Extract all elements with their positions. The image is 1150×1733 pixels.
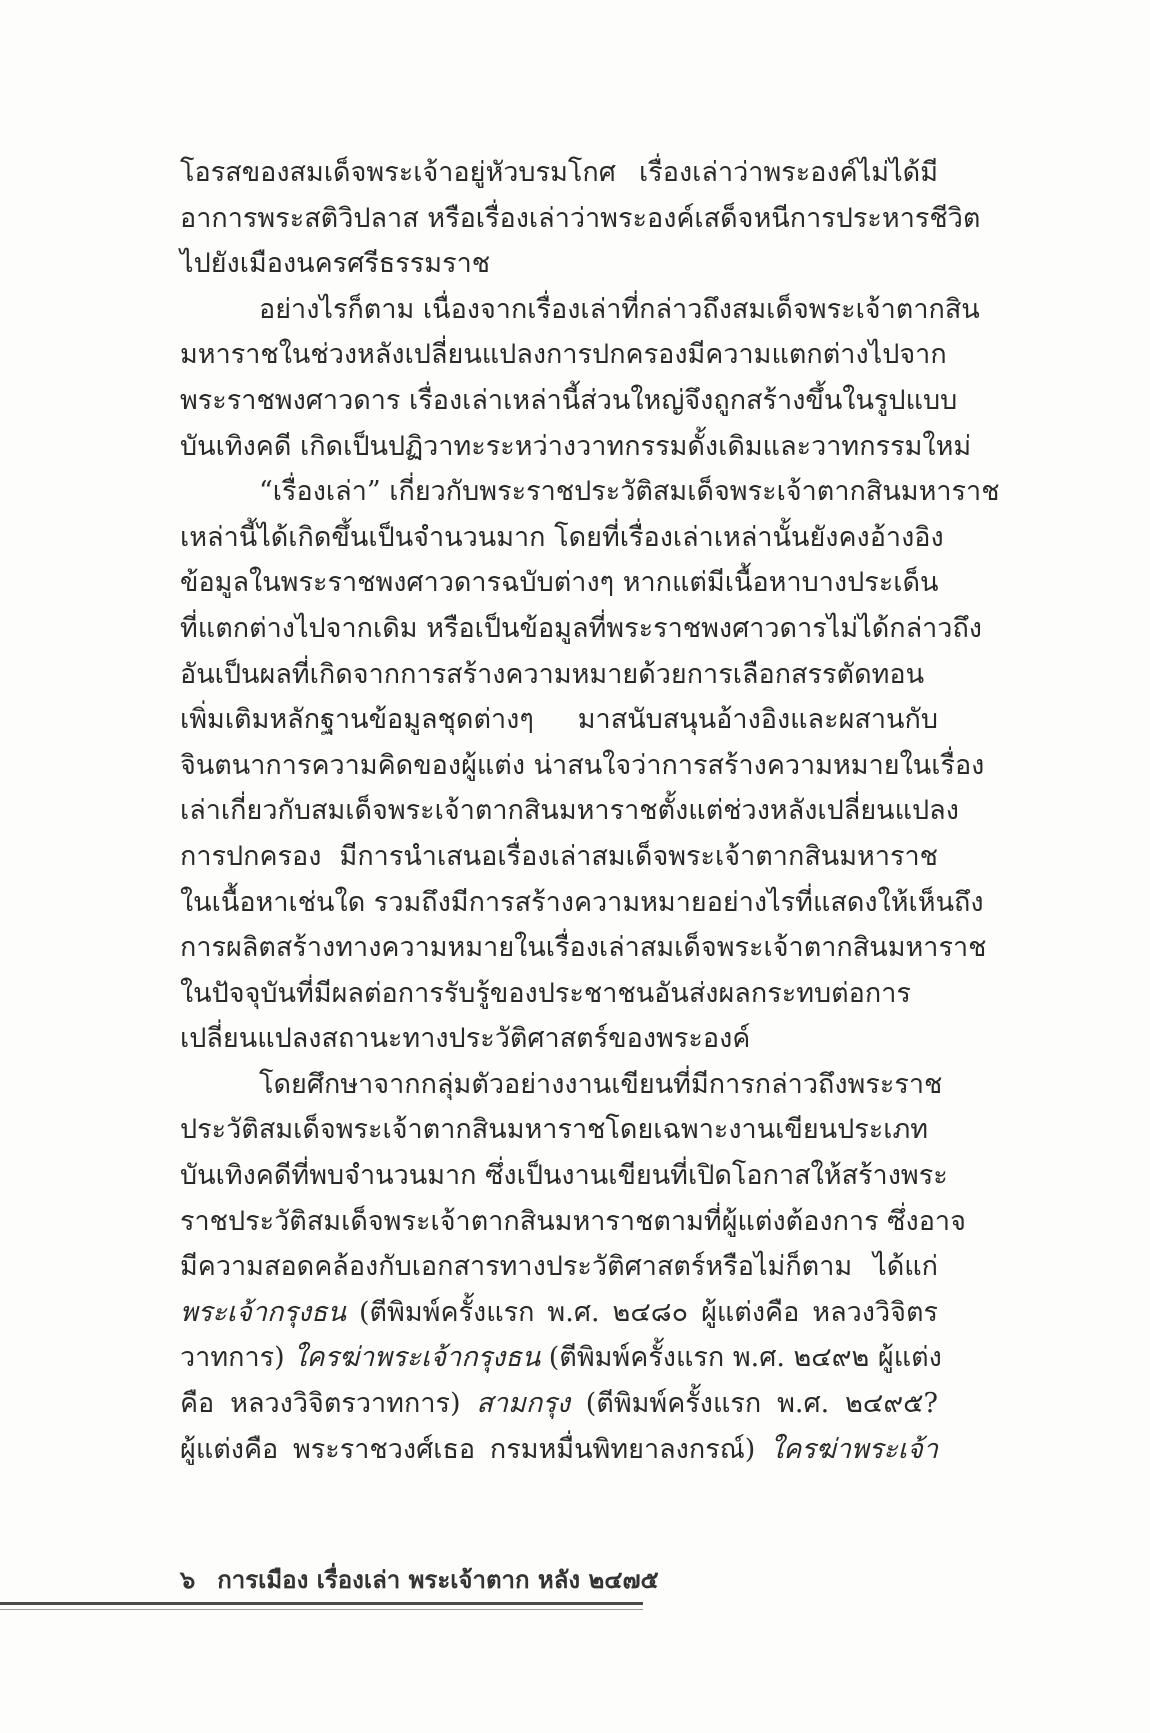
body-line xyxy=(180,1427,938,1473)
body-line xyxy=(180,1381,938,1427)
body-line: “เรื่องเล่า” เกี่ยวกับพระราชประวัติสมเด็จพระเจ้าตากสินมหาราช xyxy=(259,476,1000,508)
body-line: โอรสของสมเด็จพระเจ้าอยู่หัวบรมโกศ เรื่องเล่าว่าพระองค์ไม่ได้มี xyxy=(180,157,938,188)
body-line: เล่าเกี่ยวกับสมเด็จพระเจ้าตากสินมหาราชตั้งแต่ช่วงหลังเปลี่ยนแปลง xyxy=(180,795,959,827)
body-line xyxy=(180,1335,942,1381)
page-footer xyxy=(180,1560,659,1599)
body-line: อาการพระสติวิปลาส หรือเรื่องเล่าว่าพระองค์เสด็จหนีการประหารชีวิต xyxy=(180,202,981,234)
body-line: ที่แตกต่างไปจากเดิม หรือเป็นข้อมูลที่พระราชพงศาวดารไม่ได้กล่าวถึง xyxy=(180,612,982,644)
body-line: การผลิตสร้างทางความหมายในเรื่องเล่าสมเด็จพระเจ้าตากสินมหาราช xyxy=(180,932,987,964)
body-line xyxy=(180,1290,938,1336)
body-line: มหาราชในช่วงหลังเปลี่ยนแปลงการปกครองมีความแตกต่างไปจาก xyxy=(180,339,947,371)
page-number: ๖ xyxy=(180,1566,196,1594)
body-line: เหล่านี้ได้เกิดขึ้นเป็นจำนวนมาก โดยที่เรื่องเล่าเหล่านั้นยังคงอ้างอิง xyxy=(180,521,944,553)
body-line: อย่างไรก็ตาม เนื่องจากเรื่องเล่าที่กล่าวถึงสมเด็จพระเจ้าตากสิน xyxy=(259,293,980,325)
body-line: เพิ่มเติมหลักฐานข้อมูลชุดต่างๆ มาสนับสนุนอ้างอิงและผสานกับ xyxy=(180,704,938,736)
body-line: ในปัจจุบันที่มีผลต่อการรับรู้ของประชาชนอันส่งผลกระทบต่อการ xyxy=(180,977,911,1009)
body-line: เปลี่ยนแปลงสถานะทางประวัติศาสตร์ของพระองค์ xyxy=(180,1023,751,1055)
book-title: พระเจ้ากรุงธน xyxy=(180,1296,346,1328)
body-text: ผู้แต่งคือ พระราชวงศ์เธอ กรมหมื่นพิทยาลงกรณ์) xyxy=(180,1433,771,1465)
body-line: อันเป็นผลที่เกิดจากการสร้างความหมายด้วยการเลือกสรรตัดทอน xyxy=(180,658,925,690)
footer-rule-thin xyxy=(0,1609,643,1610)
book-title: ใครฆ่าพระเจ้ากรุงธน xyxy=(293,1342,541,1374)
body-line: โดยศึกษาจากกลุ่มตัวอย่างงานเขียนที่มีการกล่าวถึงพระราช xyxy=(259,1068,943,1100)
book-title: ใครฆ่าพระเจ้า xyxy=(770,1433,938,1465)
body-line: บันเทิงคดี เกิดเป็นปฏิวาทะระหว่างวาทกรรมดั้งเดิมและวาทกรรมใหม่ xyxy=(180,430,972,462)
body-text: (ตีพิมพ์ครั้งแรก พ.ศ. ๒๔๙๕? xyxy=(569,1388,938,1420)
body-line: ราชประวัติสมเด็จพระเจ้าตากสินมหาราชตามที่ผู้แต่งต้องการ ซึ่งอาจ xyxy=(180,1205,966,1237)
book-title: สามกรุง xyxy=(476,1388,570,1420)
body-line: ในเนื้อหาเช่นใด รวมถึงมีการสร้างความหมายอย่างไรที่แสดงให้เห็นถึง xyxy=(180,886,984,918)
body-line: มีความสอดคล้องกับเอกสารทางประวัติศาสตร์หรือไม่ก็ตาม ได้แก่ xyxy=(180,1251,938,1283)
body-text: (ตีพิมพ์ครั้งแรก พ.ศ. ๒๔๙๒ ผู้แต่ง xyxy=(540,1342,942,1374)
body-line: ข้อมูลในพระราชพงศาวดารฉบับต่างๆ หากแต่มีเนื้อหาบางประเด็น xyxy=(180,567,939,599)
body-line: ประวัติสมเด็จพระเจ้าตากสินมหาราชโดยเฉพาะงานเขียนประเภท xyxy=(180,1114,929,1146)
body-text: (ตีพิมพ์ครั้งแรก พ.ศ. ๒๔๘๐ ผู้แต่งคือ หลวงวิจิตร xyxy=(345,1296,938,1328)
body-line: จินตนาการความคิดของผู้แต่ง น่าสนใจว่าการสร้างความหมายในเรื่อง xyxy=(180,749,985,781)
body-line: ไปยังเมืองนครศรีธรรมราช xyxy=(180,248,491,280)
body-line: การปกครอง มีการนำเสนอเรื่องเล่าสมเด็จพระเจ้าตากสินมหาราช xyxy=(180,840,938,872)
body-text: คือ หลวงวิจิตรวาทการ) xyxy=(180,1388,477,1420)
footer-rule xyxy=(0,1602,643,1605)
body-line: พระราชพงศาวดาร เรื่องเล่าเหล่านี้ส่วนใหญ่จึงถูกสร้างขึ้นในรูปแบบ xyxy=(180,384,958,416)
body-text: วาทการ) xyxy=(180,1342,294,1374)
body-line: บันเทิงคดีที่พบจำนวนมาก ซึ่งเป็นงานเขียนที่เปิดโอกาสให้สร้างพระ xyxy=(180,1160,948,1192)
page-body xyxy=(180,150,1000,1472)
running-title: การเมือง เรื่องเล่า พระเจ้าตาก หลัง ๒๔๗๕ xyxy=(217,1566,659,1594)
